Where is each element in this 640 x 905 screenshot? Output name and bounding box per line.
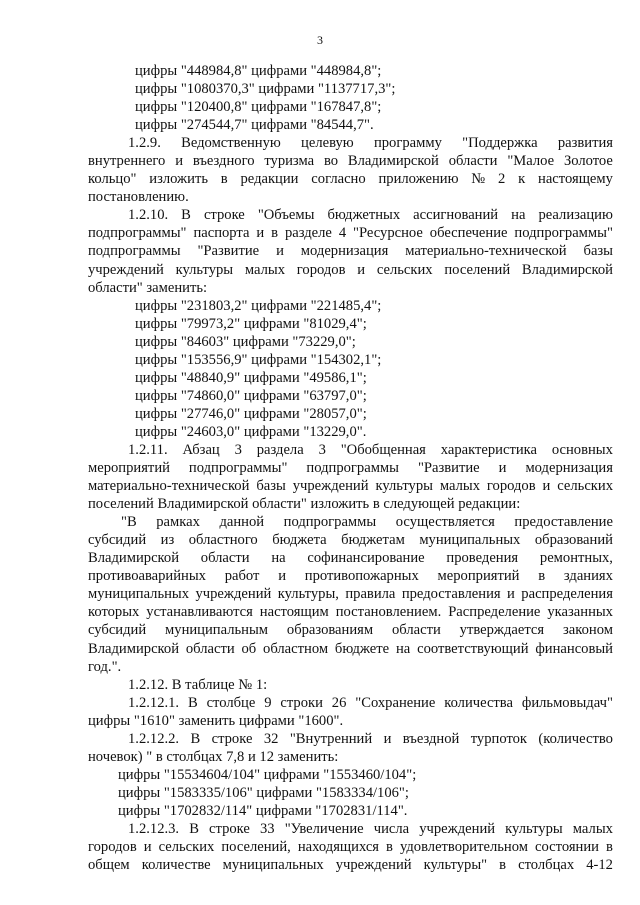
word: областном (263, 640, 329, 657)
word: постановлением. (335, 604, 442, 621)
word: "Внутренний (289, 730, 373, 747)
word: малых (439, 478, 480, 495)
word: бюджете (334, 640, 390, 657)
word: поселений, (221, 839, 291, 856)
text-line (88, 513, 613, 531)
word: муниципальных (419, 532, 521, 549)
word: в (538, 568, 546, 585)
text-line (88, 242, 613, 260)
word: программу (373, 135, 442, 152)
text-line (88, 134, 613, 152)
text-line: области" заменить: (88, 279, 208, 296)
word: строки (280, 694, 323, 711)
word: рамках (156, 514, 200, 531)
word: 1.2.10. (128, 207, 169, 224)
word: области (200, 550, 250, 567)
word: области (185, 640, 235, 657)
word: Абзац (182, 441, 220, 458)
word: на (511, 207, 526, 224)
text-line (88, 640, 613, 658)
text-line (88, 549, 613, 567)
word: "Малое (507, 153, 555, 170)
word: противоаварийных (88, 568, 206, 585)
text-line: цифры "274544,7" цифрами "84544,7". (135, 117, 374, 134)
word: разделе (284, 225, 332, 242)
word: Владимирской (347, 153, 439, 170)
word: кольцо" (88, 171, 137, 188)
word: материально-технической (88, 478, 250, 495)
text-line: цифры "79973,2" цифрами "81029,4"; (135, 315, 367, 332)
word: въездного (192, 153, 255, 170)
word: указанных (547, 604, 613, 621)
word: культуры (175, 261, 234, 278)
word: "Развитие (417, 460, 480, 477)
word: 4 (338, 225, 347, 242)
word: развития (557, 135, 613, 152)
word: которых (88, 604, 140, 621)
word: общем (88, 857, 130, 874)
word: "В (121, 514, 137, 531)
word: субсидий (88, 532, 147, 549)
text-line (88, 459, 613, 477)
word: 1.2.9. (128, 135, 161, 152)
text-line (88, 730, 613, 748)
word: Владимирской (88, 640, 180, 657)
word: основных (551, 441, 613, 458)
text-line (88, 206, 613, 224)
text-line (88, 621, 613, 639)
text-line (88, 477, 613, 495)
word: малых (572, 820, 613, 837)
word: и (175, 153, 183, 170)
word: образований (534, 532, 613, 549)
word: в (386, 839, 393, 856)
word: подпрограммы (306, 460, 399, 477)
word: области (391, 622, 441, 639)
word: подпрограммы" (88, 225, 187, 242)
word: ассигнований (413, 207, 499, 224)
word: утверждается (459, 622, 545, 639)
word: Золотое (563, 153, 613, 170)
word: городов (296, 261, 346, 278)
word: во (323, 153, 339, 170)
word: бюджета (272, 532, 327, 549)
word: муниципальных (222, 857, 324, 874)
word: и (143, 839, 152, 856)
text-line: постановлению. (88, 189, 189, 206)
text-line: цифры "120400,8" цифрами "167847,8"; (135, 99, 382, 116)
word: ремонтных, (539, 550, 613, 567)
text-line: цифры "1080370,3" цифрами "1137717,3"; (135, 81, 396, 98)
word: учреждений (419, 820, 496, 837)
word: модернизация (525, 460, 613, 477)
word: городов (486, 478, 536, 495)
text-line (88, 820, 613, 838)
word: софинансирование (307, 550, 425, 567)
word: туризма (264, 153, 315, 170)
text-line (88, 170, 613, 188)
word: в (220, 171, 228, 188)
word: Владимирской (521, 261, 613, 278)
word: и (542, 478, 551, 495)
word: проведения (446, 550, 519, 567)
word: и (357, 261, 366, 278)
word: 26 (331, 694, 347, 711)
word: культуры (505, 820, 563, 837)
word: Ведомственную (181, 135, 281, 152)
word: количества (444, 694, 513, 711)
word: предоставление (514, 514, 613, 531)
text-line (88, 856, 613, 874)
text-line: цифры "48840,9" цифрами "49586,1"; (135, 369, 367, 386)
word: правила (345, 586, 396, 603)
word: 33 (259, 820, 275, 837)
word: В (190, 730, 201, 747)
word: противопожарных (304, 568, 419, 585)
word: мероприятий (437, 568, 520, 585)
text-line (88, 224, 613, 242)
word: из (160, 532, 175, 549)
word: Владимирской (88, 550, 180, 567)
word: подпрограммы" (514, 225, 613, 242)
word: на (395, 640, 411, 657)
word: "Сохранение (355, 694, 436, 711)
word: образованиям (286, 622, 374, 639)
word: 32 (263, 730, 279, 747)
word: учреждений (292, 478, 369, 495)
word: согласно (311, 171, 366, 188)
word: предоставления (401, 586, 501, 603)
word: турпоток (470, 730, 528, 747)
word: данной (219, 514, 265, 531)
text-line: год.". (88, 658, 122, 675)
word: и (507, 586, 515, 603)
text-line: цифры "153556,9" цифрами "154302,1"; (135, 351, 382, 368)
word: настоящим (259, 604, 329, 621)
word: изложить (149, 171, 208, 188)
word: материально-технической (405, 243, 567, 260)
word: модернизация (300, 243, 389, 260)
word: 9 (264, 694, 272, 711)
word: базы (256, 478, 286, 495)
word: в (606, 839, 613, 856)
word: и (276, 243, 284, 260)
text-line (88, 603, 613, 621)
word: состоянии (535, 839, 599, 856)
word: 3 (318, 441, 326, 458)
word: 2 (498, 171, 506, 188)
word: строке (203, 207, 245, 224)
word: культуры" (423, 857, 488, 874)
word: внутреннего (88, 153, 166, 170)
text-line: цифры "24603,0" цифрами "13229,0". (135, 423, 367, 440)
word: характеристика (440, 441, 537, 458)
word: учреждений (335, 857, 412, 874)
word: строке (209, 820, 250, 837)
word: количестве (141, 857, 211, 874)
word: культуры, (277, 586, 339, 603)
word: на (271, 550, 286, 567)
word: областного (188, 532, 258, 549)
word: и (256, 225, 265, 242)
word: бюджетных (327, 207, 401, 224)
word: "Ресурсное (353, 225, 423, 242)
word: удовлетворительном (399, 839, 528, 856)
text-line: цифры "231803,2" цифрами "221485,4"; (135, 297, 382, 314)
word: "Обобщенная (340, 441, 426, 458)
document-body (88, 62, 613, 874)
word: 1.2.12.3. (128, 820, 180, 837)
word: "Поддержка (462, 135, 538, 152)
word: устанавливаются (146, 604, 253, 621)
word: учреждений (88, 261, 164, 278)
word: и (278, 568, 286, 585)
word: 4-12 (586, 857, 613, 874)
word: муниципальным (165, 622, 269, 639)
word: сельских (376, 261, 433, 278)
word: городов (88, 839, 137, 856)
text-line: поселений Владимирской области" изложить в следующей редакции: (88, 496, 521, 513)
text-line: цифры "15534604/104" цифрами "1553460/104"; (118, 766, 417, 783)
word: сельских (557, 478, 613, 495)
word: "Объемы (257, 207, 315, 224)
word: Распределение (448, 604, 541, 621)
word: реализацию (538, 207, 613, 224)
word: бюджетам (341, 532, 405, 549)
word: столбце (206, 694, 256, 711)
word: "Развитие (197, 243, 260, 260)
word: учреждений (195, 586, 272, 603)
word: к (518, 171, 526, 188)
word: строке (211, 730, 253, 747)
word: настоящему (538, 171, 613, 188)
word: субсидий (88, 622, 147, 639)
word: В (189, 820, 199, 837)
text-line: цифры "1583335/106" цифрами "1583334/106"; (118, 784, 409, 801)
word: осуществляется (395, 514, 495, 531)
text-line (88, 531, 613, 549)
word: В (181, 207, 191, 224)
word: области (448, 153, 498, 170)
word: об (241, 640, 257, 657)
text-line (88, 152, 613, 170)
word: подпрограммы (88, 243, 181, 260)
word: обеспечение (429, 225, 508, 242)
word: поселений (444, 261, 511, 278)
word: целевую (301, 135, 354, 152)
word: работ (224, 568, 260, 585)
word: (количество (538, 730, 613, 747)
word: подпрограммы (283, 514, 377, 531)
word: малых (244, 261, 286, 278)
text-line (88, 585, 613, 603)
word: № (471, 171, 486, 188)
word: В (187, 694, 198, 711)
text-line: ночевок) " в столбцах 7,8 и 12 заменить: (88, 748, 339, 765)
word: соответствующий (417, 640, 529, 657)
word: паспорта (193, 225, 250, 242)
text-line: цифры "1610" заменить цифрами "1600". (88, 712, 344, 729)
word: 3 (234, 441, 242, 458)
word: сельских (158, 839, 215, 856)
word: въездной (402, 730, 460, 747)
word: приложению (378, 171, 459, 188)
word: раздела (256, 441, 304, 458)
text-line (88, 261, 613, 279)
text-line (88, 567, 613, 585)
text-line: цифры "27746,0" цифрами "28057,0"; (135, 405, 367, 422)
word: законом (563, 622, 613, 639)
word: базы (583, 243, 613, 260)
word: 1.2.11. (128, 441, 168, 458)
word: в (499, 857, 507, 874)
text-line: цифры "84603" цифрами "73229,0"; (135, 333, 356, 350)
word: фильмовыдач" (521, 694, 613, 711)
word: зданиях (563, 568, 613, 585)
text-line: цифры "74860,0" цифрами "63797,0"; (135, 387, 367, 404)
word: 1.2.12.2. (128, 730, 180, 747)
word: подпрограммы" (188, 460, 288, 477)
word: 1.2.12.1. (128, 694, 180, 711)
word: находящихся (297, 839, 380, 856)
word: числа (373, 820, 410, 837)
word: распределения (521, 586, 613, 603)
text-line (88, 441, 613, 459)
word: "Увеличение (284, 820, 364, 837)
text-line: цифры "1702832/114" цифрами "1702831/114". (118, 802, 408, 819)
text-line: цифры "448984,8" цифрами "448984,8"; (135, 63, 382, 79)
word: мероприятий (88, 460, 170, 477)
text-line (88, 694, 613, 712)
word: в (271, 225, 279, 242)
text-line: 1.2.12. В таблице № 1: (128, 676, 268, 693)
word: и (498, 460, 507, 477)
word: редакции (240, 171, 299, 188)
word: столбцах (518, 857, 575, 874)
word: финансовый (535, 640, 613, 657)
word: муниципальных (88, 586, 190, 603)
word: культуры (375, 478, 433, 495)
page-number: 3 (317, 33, 323, 47)
text-line (88, 838, 613, 856)
word: и (383, 730, 392, 747)
